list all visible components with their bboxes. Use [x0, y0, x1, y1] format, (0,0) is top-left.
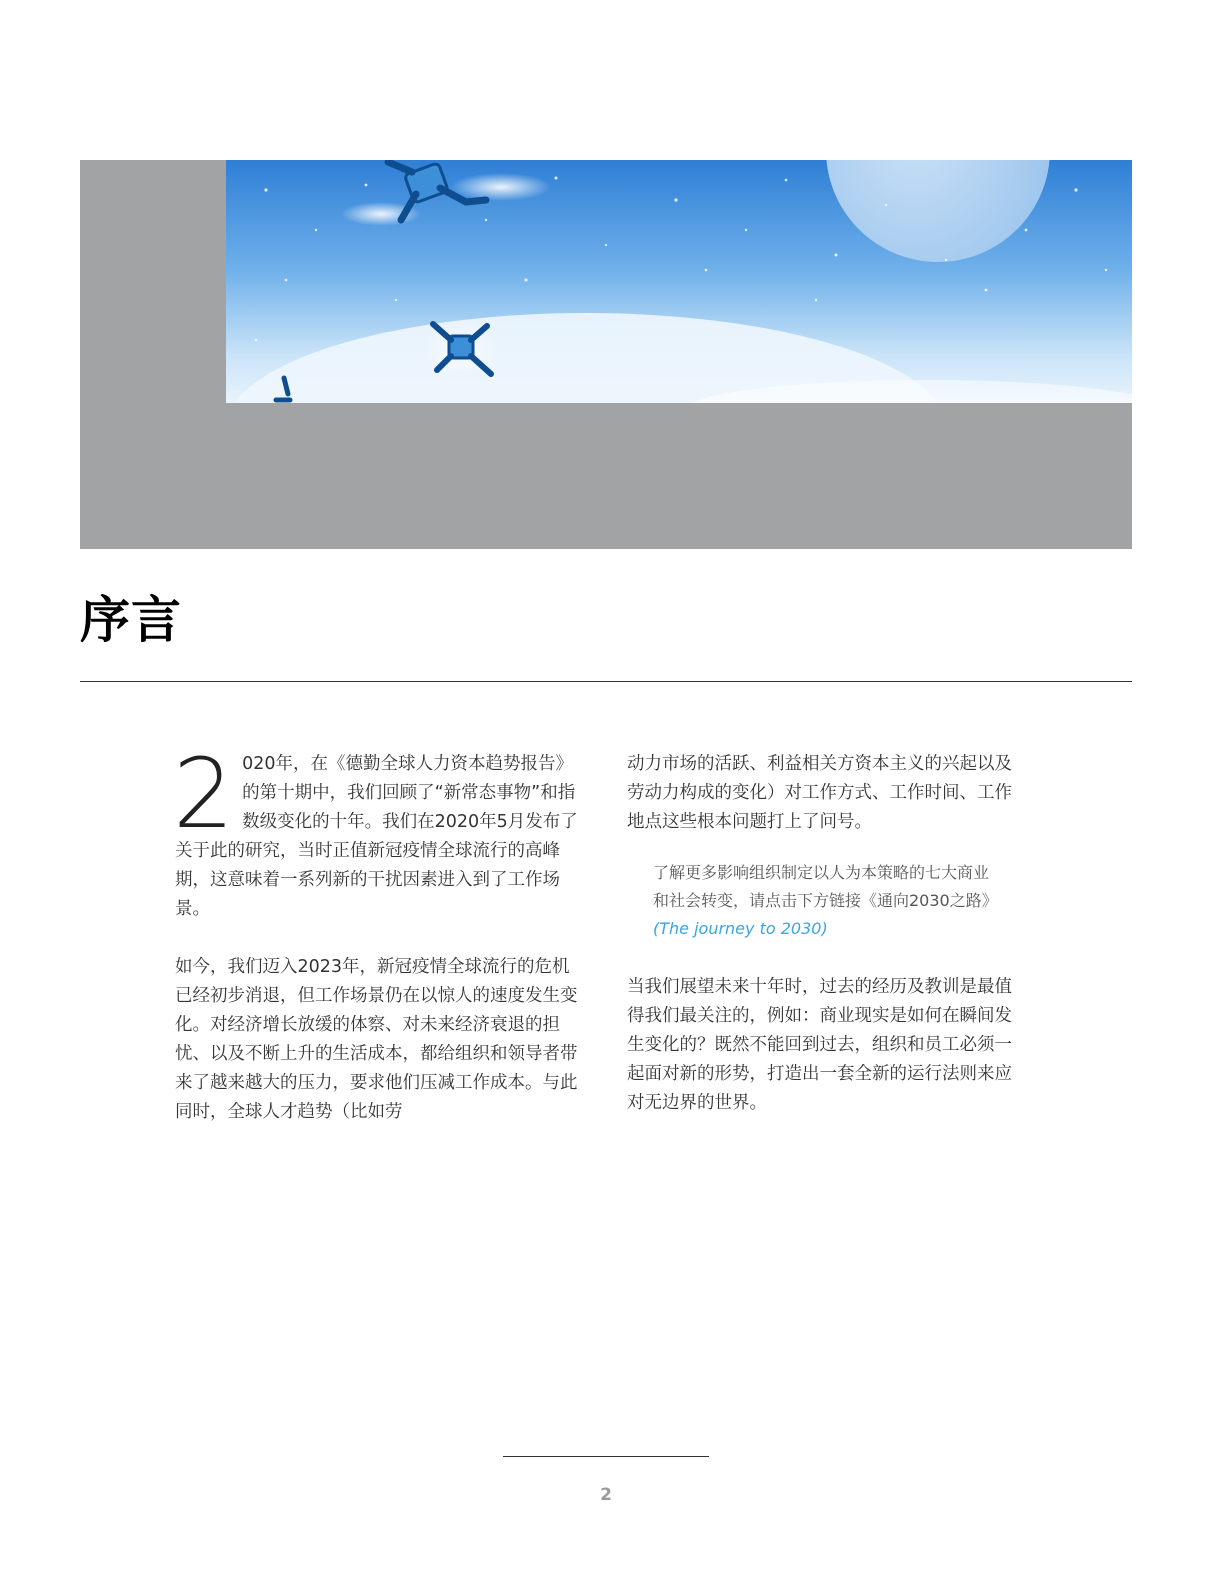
journey-to-2030-link[interactable]: (The journey to 2030) [653, 919, 828, 938]
second-paragraph: 如今，我们迈入2023年，新冠疫情全球流行的危机已经初步消退，但工作场景仍在以惊人的速度发生变化。对经济增长放缓的体察、对未来经济衰退的担忧、以及不断上升的生活成本，都给组织和领导者带来了越来越大的压力，要求他们压减工作成本。与此同时，全球人才趋势（比如劳 [175, 957, 578, 1122]
intro-text: 020年，在《德勤全球人力资本趋势报告》的第十期中，我们回顾了“新常态事物”和指数级变化的十年。我们在2020年5月发布了关于此的研究，当时正值新冠疫情全球流行的高峰期，这意味着一系列新的干扰因素进入到了工作场景。 [175, 754, 578, 919]
left-column [173, 738, 587, 1156]
callout-note [653, 859, 998, 943]
drone-sky-illustration [226, 160, 1132, 403]
title-divider [80, 681, 1132, 682]
continuation-paragraph: 动力市场的活跃、利益相关方资本主义的兴起以及劳动力构成的变化）对工作方式、工作时间、工作地点这些根本问题打上了问号。 [627, 754, 1012, 832]
drone-icon [423, 318, 499, 378]
closing-paragraph: 当我们展望未来十年时，过去的经历及教训是最值得我们最关注的，例如：商业现实是如何在瞬间发生变化的？既然不能回到过去，组织和员工必须一起面对新的形势，打造出一套全新的运行法则来应对无边界的世界。 [627, 977, 1012, 1113]
dropcap: 2 [173, 738, 235, 850]
intro-paragraph [173, 738, 587, 924]
page-title: 序言 [80, 591, 182, 649]
page-number: 2 [600, 1485, 612, 1505]
footer-divider [503, 1456, 709, 1457]
callout-text: 了解更多影响组织制定以人为本策略的七大商业和社会转变，请点击下方链接《通向2030之路》 [653, 863, 998, 910]
hero-image [226, 160, 1132, 403]
right-column [627, 750, 1027, 1147]
